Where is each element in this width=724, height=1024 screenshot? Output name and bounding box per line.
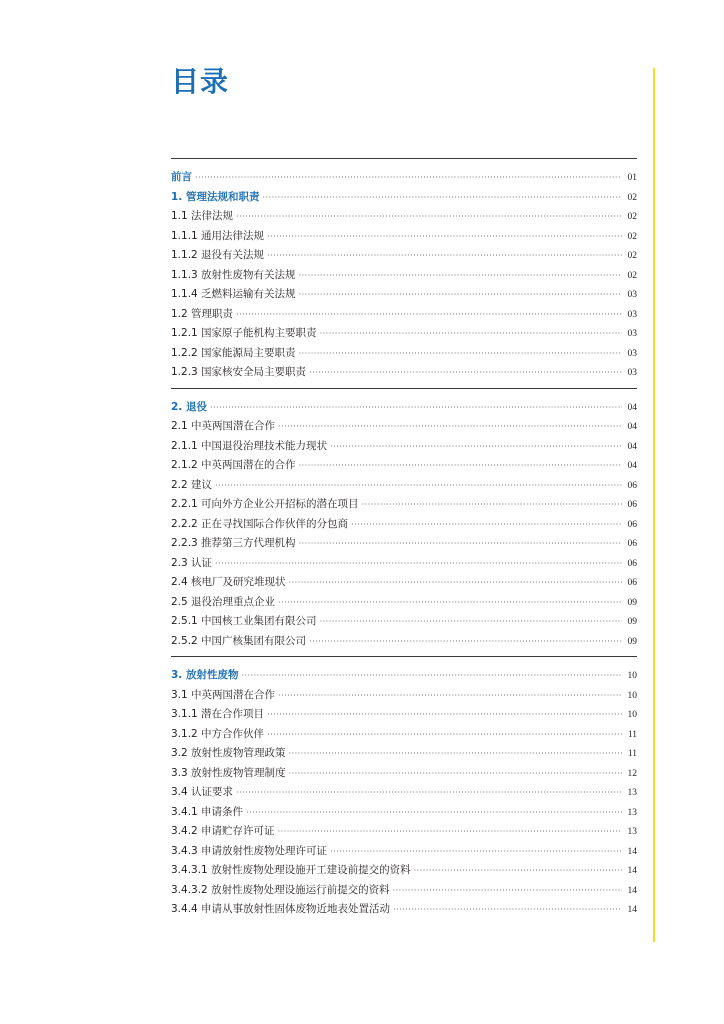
toc-entry[interactable] [171,363,637,383]
dot-leader [267,705,622,725]
toc-entry-page-number: 11 [627,729,637,740]
toc-entry-page-number: 04 [627,441,637,452]
toc-entry-page-number: 11 [627,749,637,759]
table-of-contents [171,158,637,920]
toc-entry-label: 1.2 管理职责 [171,307,234,320]
toc-entry[interactable] [171,515,637,535]
toc-entry-page-number: 14 [627,885,637,896]
toc-entry-label: 2.2.3 推荐第三方代理机构 [171,537,296,549]
toc-entry[interactable] [171,554,637,574]
toc-entry[interactable] [171,900,637,920]
toc-entry-page-number: 03 [627,368,637,378]
toc-entry[interactable] [171,456,637,476]
dot-leader [236,305,622,325]
toc-entry[interactable] [171,744,637,764]
toc-heading-entry[interactable] [171,168,637,188]
dot-leader [267,227,622,247]
toc-entry[interactable] [171,437,637,457]
toc-entry-label: 2.5.1 中国核工业集团有限公司 [171,615,317,627]
toc-entry[interactable] [171,495,637,515]
toc-entry-label: 3. 放射性废物 [171,669,239,681]
toc-entry-page-number: 04 [627,422,637,432]
toc-entry-page-number: 13 [627,807,637,818]
dot-leader [289,744,622,764]
dot-leader [215,554,622,574]
toc-entry-label: 2.5 退役治理重点企业 [171,595,276,608]
dot-leader [262,188,622,208]
toc-entry-label: 3.4.3.2 放射性废物处理设施运行前提交的资料 [171,883,390,896]
toc-entry-page-number: 01 [627,173,637,183]
toc-entry[interactable] [171,686,637,706]
toc-heading-entry[interactable] [171,666,637,686]
toc-heading-entry[interactable] [171,188,637,208]
dot-leader [393,900,622,920]
toc-entry-label: 3.4.3 申请放射性废物处理许可证 [171,844,328,857]
dot-leader [236,783,622,803]
toc-entry[interactable] [171,861,637,881]
toc-entry-label: 2. 退役 [171,400,207,413]
dot-leader [210,398,622,418]
dot-leader [299,285,622,305]
page-title: 目录 [171,65,230,98]
toc-entry-page-number: 14 [627,846,637,857]
toc-entry-page-number: 02 [627,270,637,281]
dot-leader [299,534,622,554]
toc-entry-label: 2.3 认证 [171,556,213,569]
dot-leader [215,476,622,496]
toc-section [171,158,637,383]
toc-entry-page-number: 10 [627,690,637,701]
dot-leader [278,417,622,437]
toc-entry[interactable] [171,842,637,862]
toc-entry-label: 1.2.3 国家核安全局主要职责 [171,366,307,378]
toc-entry[interactable] [171,534,637,554]
dot-leader [241,666,622,686]
toc-entry[interactable] [171,573,637,593]
toc-entry-page-number: 09 [627,617,637,627]
toc-entry-label: 2.1.1 中国退役治理技术能力现状 [171,439,328,452]
toc-entry[interactable] [171,417,637,437]
toc-entry-page-number: 03 [627,290,637,300]
toc-entry-label: 1.1.3 放射性废物有关法规 [171,268,296,281]
toc-entry-page-number: 02 [627,212,637,222]
toc-entry-label: 2.5.2 中国广核集团有限公司 [171,634,307,647]
toc-entry-page-number: 02 [627,192,637,203]
toc-entry-label: 3.4.2 申请贮存许可证 [171,825,275,837]
toc-entry-page-number: 13 [627,788,637,798]
toc-entry[interactable] [171,227,637,247]
toc-entry-page-number: 06 [627,558,637,569]
dot-leader [299,266,622,286]
toc-entry[interactable] [171,476,637,496]
toc-heading-entry[interactable] [171,398,637,418]
toc-entry-page-number: 06 [627,500,637,510]
toc-entry-label: 2.2 建议 [171,478,213,491]
toc-entry-page-number: 02 [627,231,637,242]
toc-entry[interactable] [171,881,637,901]
toc-entry[interactable] [171,305,637,325]
toc-entry-page-number: 14 [627,905,637,915]
toc-entry-label: 2.2.2 正在寻找国际合作伙伴的分包商 [171,517,349,530]
toc-entry[interactable] [171,632,637,652]
toc-entry-page-number: 06 [627,578,637,588]
dot-leader [195,168,622,188]
dot-leader [320,324,622,344]
toc-entry-page-number: 09 [627,597,637,608]
dot-leader [246,803,622,823]
toc-entry-label: 1.2.2 国家能源局主要职责 [171,346,296,359]
dot-leader [278,593,622,613]
toc-section [171,388,637,652]
dot-leader [289,573,622,593]
toc-entry[interactable] [171,266,637,286]
toc-entry-label: 3.4 认证要求 [171,786,234,798]
dot-leader [278,822,622,842]
toc-entry[interactable] [171,285,637,305]
dot-leader [289,764,622,784]
toc-entry-page-number: 06 [627,519,637,530]
toc-entry-page-number: 12 [627,768,637,779]
toc-entry[interactable] [171,783,637,803]
toc-entry-page-number: 10 [627,710,637,720]
toc-entry-page-number: 03 [627,309,637,320]
toc-entry-page-number: 09 [627,636,637,647]
dot-leader [299,344,622,364]
dot-leader [267,246,622,266]
toc-entry-page-number: 10 [627,671,637,681]
toc-entry-label: 前言 [171,171,192,183]
toc-entry-label: 1.1.1 通用法律法规 [171,229,265,242]
toc-entry-label: 3.1 中英两国潜在合作 [171,688,276,701]
toc-entry-label: 2.4 核电厂及研究堆现状 [171,576,286,588]
toc-entry-label: 1.1.2 退役有关法规 [171,249,265,261]
dot-leader [236,207,622,227]
toc-entry-page-number: 14 [627,866,637,876]
toc-entry-page-number: 06 [627,539,637,549]
toc-entry-label: 3.4.4 申请从事放射性固体废物近地表处置活动 [171,903,391,915]
toc-entry-page-number: 04 [627,461,637,471]
toc-entry-label: 3.3 放射性废物管理制度 [171,766,286,779]
toc-entry-page-number: 04 [627,402,637,413]
yellow-margin-rule [653,68,655,942]
dot-leader [330,437,622,457]
toc-entry[interactable] [171,725,637,745]
toc-entry-page-number: 03 [627,348,637,359]
dot-leader [320,612,622,632]
toc-entry-label: 3.1.1 潜在合作项目 [171,708,265,720]
dot-leader [393,881,622,901]
toc-section [171,656,637,920]
toc-entry[interactable] [171,324,637,344]
dot-leader [267,725,622,745]
toc-entry-page-number: 13 [627,827,637,837]
dot-leader [351,515,622,535]
dot-leader [299,456,622,476]
toc-entry-label: 3.4.1 申请条件 [171,805,244,818]
toc-entry[interactable] [171,803,637,823]
toc-entry-label: 1.2.1 国家原子能机构主要职责 [171,327,317,339]
toc-entry-label: 2.1 中英两国潜在合作 [171,420,276,432]
toc-entry-label: 2.1.2 中英两国潜在的合作 [171,459,296,471]
toc-entry-page-number: 02 [627,251,637,261]
toc-entry-label: 1.1 法律法规 [171,210,234,222]
toc-entry-page-number: 03 [627,329,637,339]
toc-entry[interactable] [171,593,637,613]
toc-entry[interactable] [171,207,637,227]
dot-leader [278,686,622,706]
toc-entry-label: 1. 管理法规和职责 [171,190,260,203]
toc-entry-label: 2.2.1 可向外方企业公开招标的潜在项目 [171,498,359,510]
toc-entry[interactable] [171,705,637,725]
dot-leader [309,363,622,383]
dot-leader [330,842,622,862]
dot-leader [414,861,622,881]
toc-entry-label: 3.1.2 中方合作伙伴 [171,727,265,740]
toc-entry[interactable] [171,344,637,364]
dot-leader [309,632,622,652]
toc-entry[interactable] [171,764,637,784]
toc-entry-label: 3.2 放射性废物管理政策 [171,747,286,759]
toc-entry[interactable] [171,612,637,632]
toc-entry[interactable] [171,246,637,266]
dot-leader [362,495,622,515]
toc-entry-label: 3.4.3.1 放射性废物处理设施开工建设前提交的资料 [171,864,411,876]
toc-entry-label: 1.1.4 乏燃料运输有关法规 [171,288,296,300]
toc-entry[interactable] [171,822,637,842]
toc-entry-page-number: 06 [627,480,637,491]
